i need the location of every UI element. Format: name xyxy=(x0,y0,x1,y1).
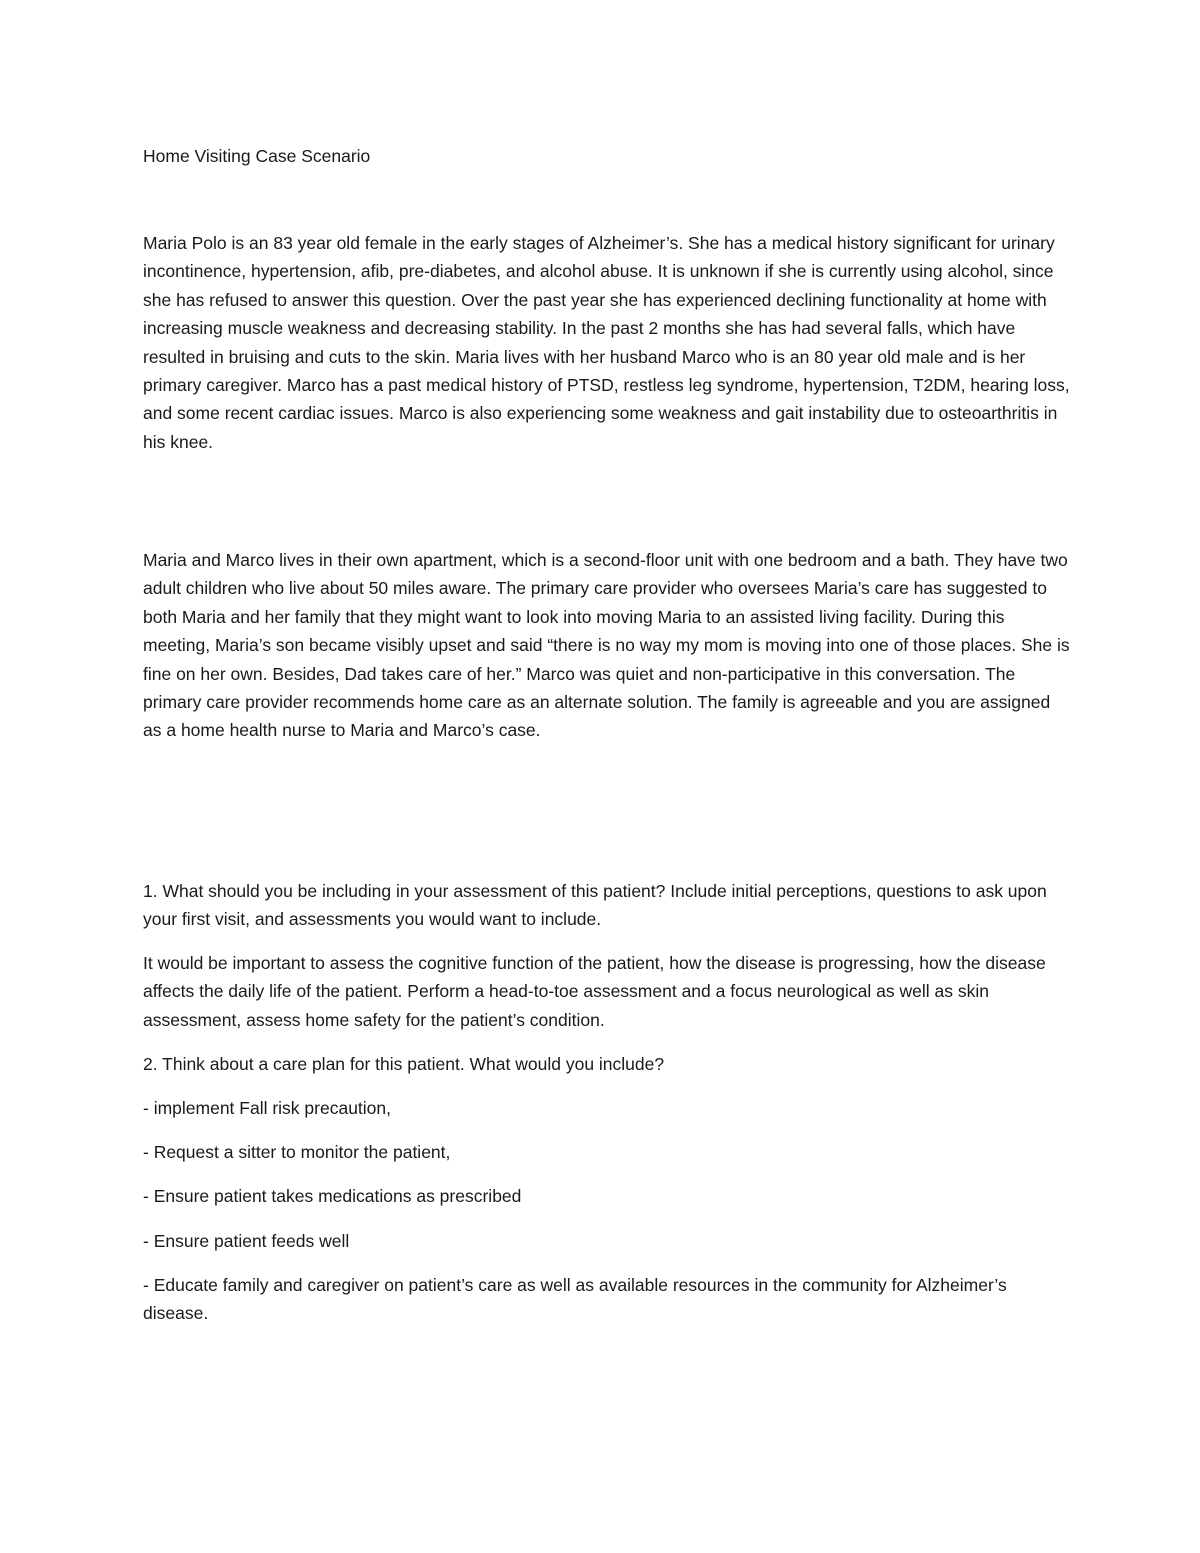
care-plan-item: - Educate family and caregiver on patient’s care as well as available resources in the community for Alzheimer’s disease. xyxy=(143,1275,1007,1324)
question-2: 2. Think about a care plan for this patient. What would you include? xyxy=(143,1054,665,1074)
care-plan-item: - implement Fall risk precaution, xyxy=(143,1098,391,1118)
case-paragraph-1: Maria Polo is an 83 year old female in the early stages of Alzheimer’s. She has a medical history significant for urinary incontinence, hypertension, afib, pre-diabetes, and alcohol abuse. It is unknown if she is currently using alcohol, since she has refused to answer this question. Over the past year she has experienced declining functionality at home with increasing muscle weakness and decreasing stability. In the past 2 months she has had several falls, which have resulted in bruising and cuts to the skin. Maria lives with her husband Marco who is an 80 year old male and is her primary caregiver. Marco has a past medical history of PTSD, restless leg syndrome, hypertension, T2DM, hearing loss, and some recent cardiac issues. Marco is also experiencing some weakness and gait instability due to osteoarthritis in his knee. xyxy=(143,233,1070,452)
care-plan-item: - Ensure patient takes medications as prescribed xyxy=(143,1186,522,1206)
case-paragraph-2: Maria and Marco lives in their own apartment, which is a second-floor unit with one bedroom and a bath. They have two adult children who live about 50 miles aware. The primary care provider who oversees Maria’s care has suggested to both Maria and her family that they might want to look into moving Maria to an assisted living facility. During this meeting, Maria’s son became visibly upset and said “there is no way my mom is moving into one of those places. She is fine on her own. Besides, Dad takes care of her.” Marco was quiet and non-participative in this conversation. The primary care provider recommends home care as an alternate solution. The family is agreeable and you are assigned as a home health nurse to Maria and Marco’s case. xyxy=(143,550,1070,741)
question-1: 1. What should you be including in your assessment of this patient? Include initial perceptions, questions to ask upon your first visit, and assessments you would want to include. xyxy=(143,881,1047,930)
care-plan-item: - Request a sitter to monitor the patient, xyxy=(143,1142,451,1162)
answer-1: It would be important to assess the cognitive function of the patient, how the disease is progressing, how the disease affects the daily life of the patient. Perform a head-to-toe assessment and a focus neurological as well as skin assessment, assess home safety for the patient’s condition. xyxy=(143,953,1046,1030)
document-title: Home Visiting Case Scenario xyxy=(143,146,371,166)
care-plan-item: - Ensure patient feeds well xyxy=(143,1231,350,1251)
